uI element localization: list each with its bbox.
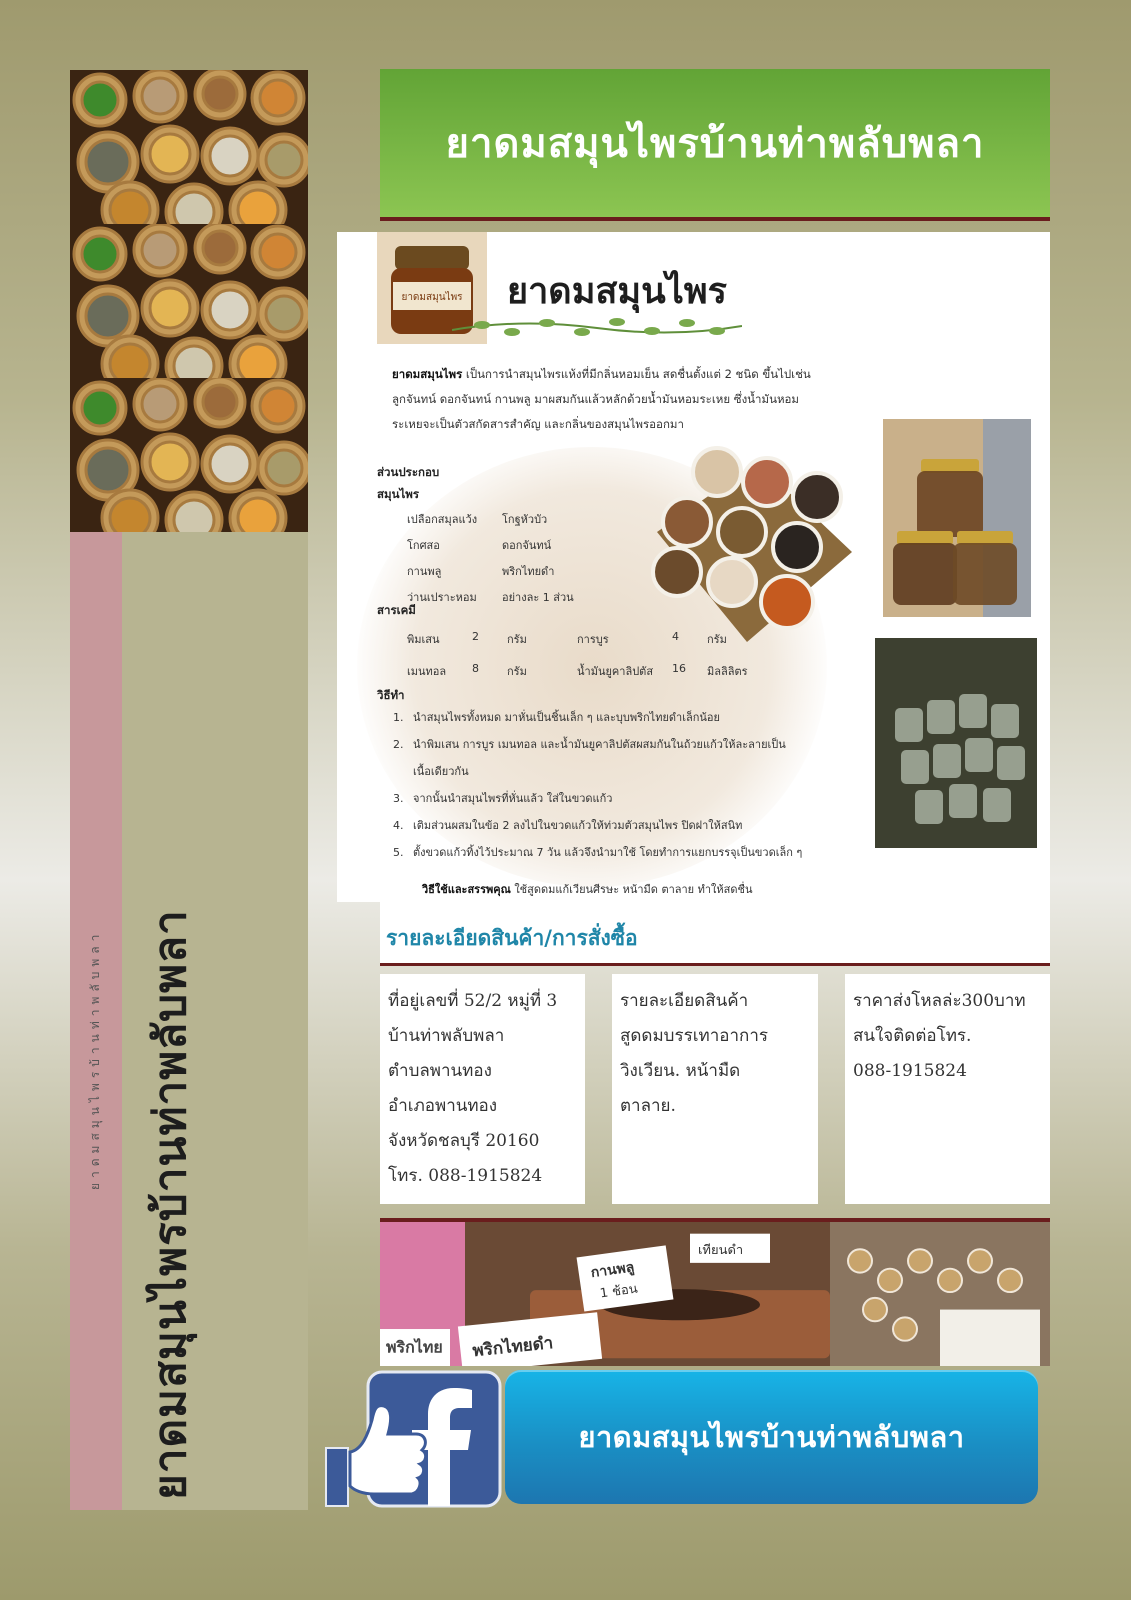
intro-paragraph — [392, 362, 822, 437]
product-details-box — [612, 974, 818, 1204]
step-number: 2. — [393, 738, 404, 751]
herb-baskets-photo — [70, 378, 308, 532]
herb-item: ดอกจันทน์ — [502, 539, 552, 552]
step-number — [393, 758, 405, 785]
herb-item: เปลือกสมุลแว้ง — [407, 513, 478, 526]
details-header-band — [380, 900, 1050, 966]
chemical-cell: กรัม — [507, 665, 527, 678]
usage-line — [422, 880, 753, 898]
step-number: 3. — [393, 792, 404, 805]
usage-text: ใช้สูดดมแก้เวียนศีรษะ หน้ามืด ตาลาย ทำให้สดชื่น — [514, 883, 753, 896]
herbs-list — [407, 510, 617, 606]
chemical-cell: 4 — [672, 630, 679, 643]
intro-text: เป็นการนำสมุนไพรแห้งที่มีกลิ่นหอมเย็น สดชื่นตั้งแต่ 2 ชนิด ขึ้นไปเช่น ลูกจันทน์ ดอกจันทน์ กานพลู มาผสมกันแล้วหลักด้วยน้ำมันหอมระเหย ซึ่งน้ำมันหอมระเหยจะเป็นตัวสกัดสารสำคัญ และกลิ่นของสมุนไพรออกมา — [392, 367, 811, 431]
page-title: ยาดมสมุนไพรบ้านท่าพลับพลา — [445, 121, 985, 167]
intro-bold-label: ยาดมสมุนไพร — [392, 367, 463, 381]
sign-label: พริกไทยดำ — [471, 1332, 555, 1361]
chemical-cell: 8 — [472, 662, 479, 675]
facebook-page-name: ยาดมสมุนไพรบ้านท่าพลับพลา — [578, 1420, 965, 1454]
usage-label: วิธีใช้และสรรพคุณ — [422, 883, 511, 896]
method-step — [393, 839, 818, 866]
product-line: ตาลาย. — [620, 1096, 676, 1116]
side-banner-title: ยาดมสมุนไพรบ้านท่าพลับพลา — [145, 909, 196, 1500]
price-line: ราคาส่งโหลล่ะ300บาท — [853, 991, 1026, 1011]
method-step — [393, 758, 818, 785]
leaf-vine-decoration — [452, 312, 742, 344]
step-text: เนื้อเดียวกัน — [413, 765, 469, 778]
price-line: 088-1915824 — [853, 1061, 967, 1081]
sign-label: กานพลู — [589, 1259, 636, 1282]
chemical-cell: มิลลิลิตร — [707, 665, 748, 678]
components-heading: ส่วนประกอบ — [377, 465, 440, 479]
herb-baskets-photo — [70, 70, 308, 224]
packaged-jars-photo — [875, 638, 1037, 848]
header-banner — [380, 69, 1050, 221]
chemical-cell: พิมเสน — [407, 633, 440, 646]
step-text: ตั้งขวดแก้วทิ้งไว้ประมาณ 7 วัน แล้วจึงนำมาใช้ โดยทำการแยกบรรจุเป็นขวดเล็ก ๆ — [413, 846, 803, 859]
facebook-page-button[interactable] — [505, 1370, 1038, 1504]
phone-line: โทร. 088-1915824 — [388, 1166, 543, 1186]
chemical-cell: น้ำมันยูคาลิปตัส — [577, 665, 654, 678]
address-line: อำเภอพานทอง — [388, 1096, 498, 1116]
product-line: รายละเอียดสินค้า — [620, 991, 749, 1011]
step-number: 4. — [393, 819, 404, 832]
chemical-cell: การบูร — [577, 633, 609, 646]
step-number: 1. — [393, 711, 404, 724]
product-line: สูดดมบรรเทาอาการ — [620, 1026, 769, 1046]
side-banner-small-text: ยาดมสมุนไพรบ้านท่าพลับพลา — [88, 929, 102, 1190]
method-steps — [393, 704, 818, 866]
method-step — [393, 704, 818, 731]
herb-item: กานพลู — [407, 565, 442, 578]
herb-item: โกศสอ — [407, 539, 440, 552]
sign-label: เทียนดำ — [698, 1243, 744, 1259]
jars-photo — [883, 419, 1031, 617]
herb-baskets-photo-strip — [70, 70, 308, 532]
price-line: สนใจติดต่อโทร. — [853, 1026, 972, 1046]
step-text: นำพิมเสน การบูร เมนทอล และน้ำมันยูคาลิปตัสผสมกันในถ้วยแก้วให้ละลายเป็น — [413, 738, 786, 751]
step-text: เติมส่วนผสมในข้อ 2 ลงไปในขวดแก้วให้ท่วมตัวสมุนไพร ปิดฝาให้สนิท — [413, 819, 743, 832]
spice-market-photos — [380, 1218, 1050, 1366]
article-heading: ยาดมสมุนไพร — [507, 271, 727, 312]
spice-bowls-photo — [637, 442, 857, 667]
step-text: นำสมุนไพรทั้งหมด มาหั่นเป็นชิ้นเล็ก ๆ และบุบพริกไทยดำเล็กน้อย — [413, 711, 720, 724]
chemical-cell: เมนทอล — [407, 665, 447, 678]
address-line: บ้านท่าพลับพลา — [388, 1026, 505, 1046]
address-line: จังหวัดชลบุรี 20160 — [388, 1131, 540, 1151]
chemical-cell: 16 — [672, 662, 686, 675]
address-line: ที่อยู่เลขที่ 52/2 หมู่ที่ 3 — [388, 991, 558, 1011]
jar-label: ยาดมสมุนไพร — [401, 292, 463, 303]
herb-baskets-photo — [70, 224, 308, 378]
chemicals-heading: สารเคมี — [377, 603, 416, 617]
method-heading: วิธีทำ — [377, 688, 405, 702]
method-step — [393, 785, 818, 812]
sign-label: 1 ช้อน — [598, 1281, 639, 1302]
method-step — [393, 812, 818, 839]
herb-item: ว่านเปราะหอม — [407, 591, 477, 604]
details-title: รายละเอียดสินค้า/การสั่งซื้อ — [386, 926, 638, 950]
herb-item: โกฐหัวบัว — [502, 513, 548, 526]
herb-item: อย่างละ 1 ส่วน — [502, 591, 574, 604]
address-line: ตำบลพานทอง — [388, 1061, 492, 1081]
herb-item: พริกไทยดำ — [502, 565, 555, 578]
facebook-like-icon[interactable] — [322, 1370, 502, 1510]
method-step — [393, 731, 818, 758]
chemical-cell: กรัม — [507, 633, 527, 646]
step-number: 5. — [393, 846, 404, 859]
herbs-heading: สมุนไพร — [377, 487, 420, 501]
chemical-cell: กรัม — [707, 633, 727, 646]
price-box — [845, 974, 1050, 1204]
product-line: วิงเวียน. หน้ามืด — [620, 1061, 741, 1081]
chemical-cell: 2 — [472, 630, 479, 643]
address-box — [380, 974, 585, 1204]
sign-label: พริกไทย — [386, 1337, 443, 1357]
step-text: จากนั้นนำสมุนไพรที่หั่นแล้ว ใส่ในขวดแก้ว — [413, 792, 613, 805]
